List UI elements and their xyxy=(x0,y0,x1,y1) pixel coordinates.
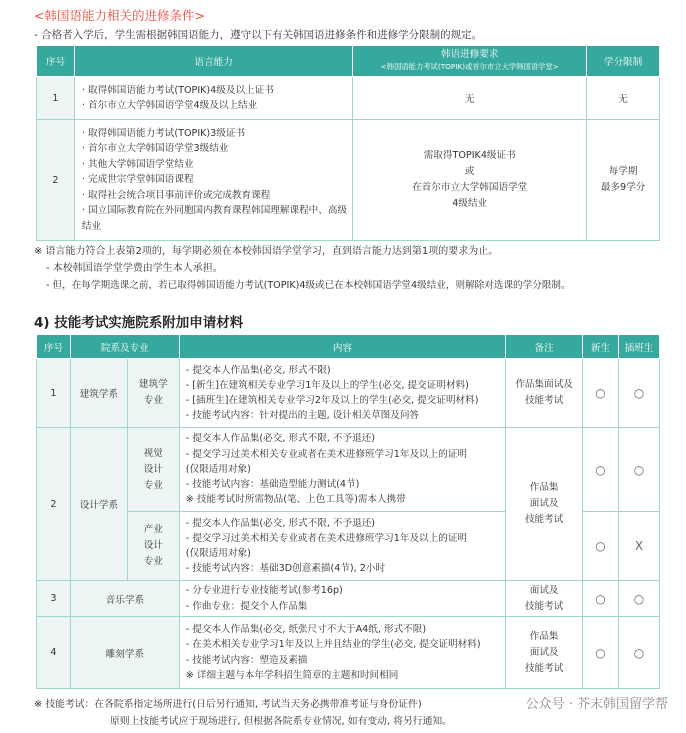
th-remark: 备注 xyxy=(506,335,583,359)
list-item: - 提交本人作品集(必交, 纸张尺寸不大于A4纸, 形式不限) xyxy=(185,624,427,636)
note-3: - 但，在每学期选课之前，若已取得韩国语能力考试(TOPIK)4级或已在本校韩国语学堂4级结业，则解除对选课的学分限制。 xyxy=(46,280,571,291)
requirement-line: 需取得TOPIK4级证书 xyxy=(423,150,516,161)
row-ability xyxy=(74,77,352,120)
list-item: (仅限适用对象) xyxy=(185,548,251,559)
list-item: · 取得韩国语能力考试(TOPIK)4级及以上证书 xyxy=(82,83,352,99)
table-row xyxy=(37,120,660,241)
list-item: - 作曲专业：提交个人作品集 xyxy=(185,600,308,612)
row-requirement: 无 xyxy=(353,77,587,120)
list-item: - 提交学习过美术相关专业或者在美术进修班学习1年及以上的证明 xyxy=(185,532,468,544)
th-requirement-sub: <韩国语能力考试(TOPIK)或首尔市立大学韩国语学堂> xyxy=(380,62,559,71)
remark-line: 技能考试 xyxy=(524,662,564,674)
major-line: 设计 xyxy=(143,463,163,475)
row-ability xyxy=(74,120,352,241)
th-requirement-main: 韩语进修要求 xyxy=(440,49,499,60)
requirement-line: 4级结业 xyxy=(452,198,488,209)
transfer-student-mark: ○ xyxy=(619,581,660,617)
list-item: - 技能考试内容：针对提出的主题, 设计相关草图及问答 xyxy=(185,410,420,422)
major-line: 建筑学 xyxy=(138,379,168,390)
table-row xyxy=(37,77,660,120)
row-major xyxy=(127,512,179,581)
list-item: - 提交学习过美术相关专业或者在美术进修班学习1年及以上的证明 xyxy=(185,448,468,460)
footer-line: ※ 技能考试：在各院系指定场所进行(日后另行通知, 考试当天务必携带准考证与身份证件) xyxy=(34,699,422,710)
row-remark xyxy=(506,359,583,428)
skill-test-table xyxy=(36,334,660,689)
list-item: - [新生]在建筑相关专业学习1年及以上的学生(必交, 提交证明材料) xyxy=(185,379,469,391)
new-student-mark: ○ xyxy=(583,581,619,617)
remark-line: 面试及 xyxy=(529,584,559,596)
th-no: 序号 xyxy=(37,46,75,77)
new-student-mark: ○ xyxy=(583,512,619,581)
row-college: 建筑学系 xyxy=(70,359,127,428)
row-remark xyxy=(506,428,583,581)
row-major xyxy=(127,428,179,512)
row-content xyxy=(179,428,505,512)
credit-line: 每学期 xyxy=(608,166,638,177)
major-line: 专业 xyxy=(143,479,163,491)
new-student-mark: ○ xyxy=(583,359,619,428)
remark-line: 面试及 xyxy=(529,646,559,658)
th-new: 新生 xyxy=(583,335,619,359)
row-no: 1 xyxy=(37,359,71,428)
remark-line: 面试及 xyxy=(529,498,559,509)
new-student-mark: ○ xyxy=(583,617,619,689)
list-item: - [插班生]在建筑相关专业学习2年及以上的学生(必交, 提交证明材料) xyxy=(185,395,479,406)
list-item: - 提交本人作品集(必交, 形式不限, 不予退还) xyxy=(185,433,376,445)
remark-line: 作品集 xyxy=(529,482,559,493)
th-dept: 院系及专业 xyxy=(70,335,179,359)
row-credit xyxy=(587,120,660,241)
row-college: 雕刻学系 xyxy=(70,617,179,689)
list-item: - 技能考试内容：基础造型能力测试(4节) xyxy=(185,479,360,491)
row-content xyxy=(179,512,505,581)
footer-line: 原则上技能考试应于现场进行, 但根据各院系专业情况, 如有变动, 将另行通知。 xyxy=(110,716,452,727)
section1-intro: - 合格者入学后，学生需根据韩国语能力，遵守以下有关韩国语进修条件和进修学分限制的规定。 xyxy=(34,29,483,41)
row-content xyxy=(179,581,505,617)
row-no: 2 xyxy=(37,428,71,581)
list-item: - 提交本人作品集(必交, 形式不限) xyxy=(185,364,331,376)
transfer-student-mark: X xyxy=(619,512,660,581)
row-college: 设计学系 xyxy=(70,428,127,581)
remark-line: 作品集 xyxy=(529,630,559,642)
major-line: 专业 xyxy=(143,556,163,567)
footer-note xyxy=(34,696,452,730)
list-item: · 首尔市立大学韩国语学堂3级结业 xyxy=(82,141,352,157)
row-no: 4 xyxy=(37,617,71,689)
th-credit: 学分限制 xyxy=(587,46,660,77)
th-no: 序号 xyxy=(37,335,71,359)
list-item: · 国立国际教育院在外同胞国内教育课程韩国理解课程中、高级结业 xyxy=(82,203,352,234)
remark-line: 技能考试 xyxy=(524,395,564,406)
watermark: 公众号 · 芥末韩国留学帮 xyxy=(525,697,668,712)
row-no: 2 xyxy=(37,120,75,241)
language-requirement-table xyxy=(36,45,660,241)
row-no: 3 xyxy=(37,581,71,617)
list-item: - 提交本人作品集(必交, 形式不限, 不予退还) xyxy=(185,517,376,529)
major-line: 视觉 xyxy=(143,447,163,459)
remark-line: 作品集面试及 xyxy=(515,379,573,390)
transfer-student-mark: ○ xyxy=(619,617,660,689)
transfer-student-mark: ○ xyxy=(619,359,660,428)
table-row xyxy=(37,581,660,617)
major-line: 产业 xyxy=(143,524,163,535)
row-remark xyxy=(506,581,583,617)
list-item: - 技能考试内容：塑造及素描 xyxy=(185,654,308,666)
section1-title: <韩国语能力相关的进修条件> xyxy=(34,8,205,23)
list-item: (仅限适用对象) xyxy=(185,463,251,475)
table-row xyxy=(37,428,660,512)
major-line: 设计 xyxy=(143,540,163,551)
note-2: - 本校韩国语学堂学费由学生本人承担。 xyxy=(46,263,223,274)
table-row xyxy=(37,617,660,689)
list-item: · 取得韩国语能力考试(TOPIK)3级证书 xyxy=(82,126,352,142)
th-transfer: 插班生 xyxy=(619,335,660,359)
row-content xyxy=(179,617,505,689)
row-major xyxy=(127,359,179,428)
list-item: ※ 技能考试时所需物品(笔、上色工具等)需本人携带 xyxy=(185,494,406,506)
row-requirement xyxy=(353,120,587,241)
th-content: 内容 xyxy=(179,335,505,359)
row-college: 音乐学系 xyxy=(70,581,179,617)
row-content xyxy=(179,359,505,428)
requirement-line: 或 xyxy=(464,166,475,177)
th-requirement xyxy=(353,46,587,77)
list-item: · 其他大学韩国语学堂结业 xyxy=(82,157,352,173)
major-line: 专业 xyxy=(143,395,163,406)
row-credit: 无 xyxy=(587,77,660,120)
list-item: - 技能考试内容：基础3D创意素描(4节), 2小时 xyxy=(185,563,386,575)
list-item: · 完成世宗学堂韩国语课程 xyxy=(82,172,352,188)
row-remark xyxy=(506,617,583,689)
section2-title: 4) 技能考试实施院系附加申请材料 xyxy=(34,315,244,331)
remark-line: 技能考试 xyxy=(524,600,564,612)
th-ability: 语言能力 xyxy=(74,46,352,77)
list-item: · 首尔市立大学韩国语学堂4级及以上结业 xyxy=(82,98,352,114)
note-1: ※ 语言能力符合上表第2项的，每学期必须在本校韩国语学堂学习，直到语言能力达到第1项的要求为止。 xyxy=(34,246,499,257)
transfer-student-mark: ○ xyxy=(619,428,660,512)
list-item: ※ 详细主题与本年学科招生简章的主题和时间相同 xyxy=(185,669,399,681)
list-item: - 在美术相关专业学习1年及以上并且结业的学生(必交, 提交证明材料) xyxy=(185,639,481,651)
list-item: - 分专业进行专业技能考试(参考16p) xyxy=(185,585,343,597)
requirement-line: 在首尔市立大学韩国语学堂 xyxy=(412,182,528,193)
table-row xyxy=(37,359,660,428)
row-no: 1 xyxy=(37,77,75,120)
new-student-mark: ○ xyxy=(583,428,619,512)
remark-line: 技能考试 xyxy=(524,514,564,525)
list-item: · 取得社会统合项目事前评价或完成教育课程 xyxy=(82,188,352,204)
credit-line: 最多9学分 xyxy=(600,182,646,193)
